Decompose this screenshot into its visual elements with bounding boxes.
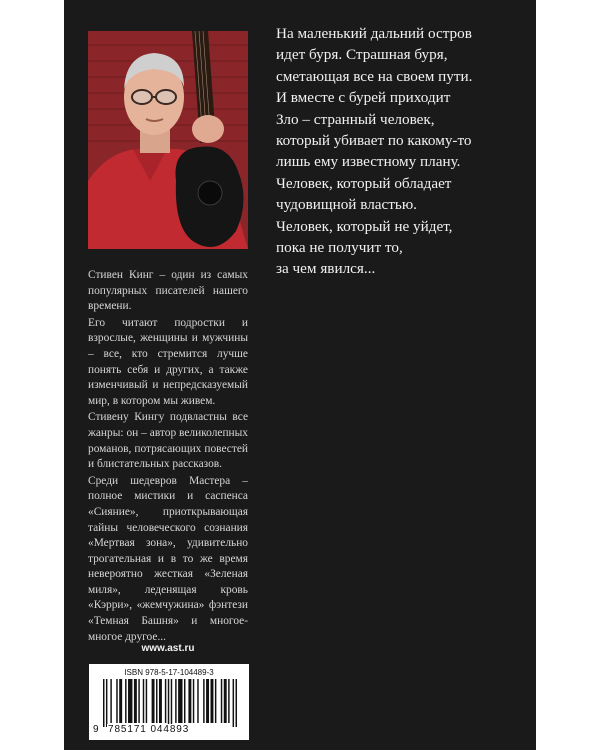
blurb-line: И вместе с бурей приходит [276,89,451,107]
barcode-bar [128,679,132,723]
blurb-line: пока не получит то, [276,239,403,257]
barcode-bar [228,679,229,723]
blurb-line: Зло – странный человек, [276,110,435,128]
barcode-bar [110,679,111,723]
barcode-bar [206,679,209,723]
barcode-bar [236,679,237,727]
bio-paragraph: Его читают подростки и взрослые, женщины и мужчины – все, кто стремится лучше понять себя и других, а также изменчивый и непредсказуемый мир, в котором мы живем. [88,316,248,407]
ean-rest-digits: 785171 044893 [108,724,190,735]
barcode-bar [178,679,182,723]
barcode-bar [103,679,104,727]
barcode-bar [210,679,213,723]
barcode-bar [188,679,191,723]
bio-paragraph: Стивену Кингу подвластны все жанры: он – автор великолепных романов, потрясающих повестей и блистательных рассказов. [88,411,248,471]
author-portrait-illustration [88,31,248,249]
bio-paragraph: Стивен Кинг – один из самых популярных писателей нашего времени. [88,269,248,313]
barcode-bar [125,679,126,723]
barcode-bar [159,679,162,723]
isbn-number: ISBN 978-5-17-104489-3 [124,668,214,677]
barcode-panel [89,664,249,740]
author-photo [88,31,248,249]
barcode-bar [106,679,107,727]
barcode-bar [221,679,222,723]
blurb-line: который убивает по какому-то [276,132,472,150]
bio-paragraph: Среди шедевров Мастера – полное мистики и саспенса «Сияние», приоткрывающая тайны человеческого сознания «Мертвая зона», удивительно трогательная и в то же время невероятно жесткая «Зеленая миля», леденящая кровь «Кэрри», «жемчужина» фэнтези «Темная Башня» и многое-многое другое... [88,474,248,643]
book-back-cover [64,0,536,750]
blurb-line: На маленький дальний остров [276,25,472,42]
barcode-bar [193,679,194,723]
barcode-bar [197,679,198,723]
barcode-bar [184,679,185,723]
blurb-text [276,23,512,280]
blurb-line: за чем явился... [276,260,376,278]
blurb-line: сметающая все на своем пути. [276,67,473,85]
barcode-bar [119,679,122,723]
blurb-line: идет буря. Страшная буря, [276,46,448,64]
blurb-line: чудовищной властью. [276,196,417,214]
barcode-bar [138,679,139,723]
publisher-website: www.ast.ru [141,643,195,654]
barcode-bar [152,679,155,723]
barcode-bar [175,679,176,723]
barcode-bar [233,679,234,727]
barcode-bar [171,679,172,727]
barcode-bar [134,679,137,723]
barcode-bars [103,679,237,727]
blurb-line: Человек, который не уйдет, [276,217,453,235]
barcode-bar [203,679,204,723]
blurb-line: Человек, который обладает [276,174,452,192]
barcode-bar [224,679,227,723]
barcode-bar [116,679,117,723]
blurb-line: лишь ему известному плану. [276,153,461,171]
barcode-bar [143,679,144,723]
barcode-bar [146,679,147,723]
barcode-bar [156,679,157,723]
barcode-bar [215,679,216,723]
author-bio [88,268,248,645]
barcode-bar [168,679,169,727]
barcode-bar [165,679,166,723]
ean-lead-digit: 9 [93,724,100,735]
